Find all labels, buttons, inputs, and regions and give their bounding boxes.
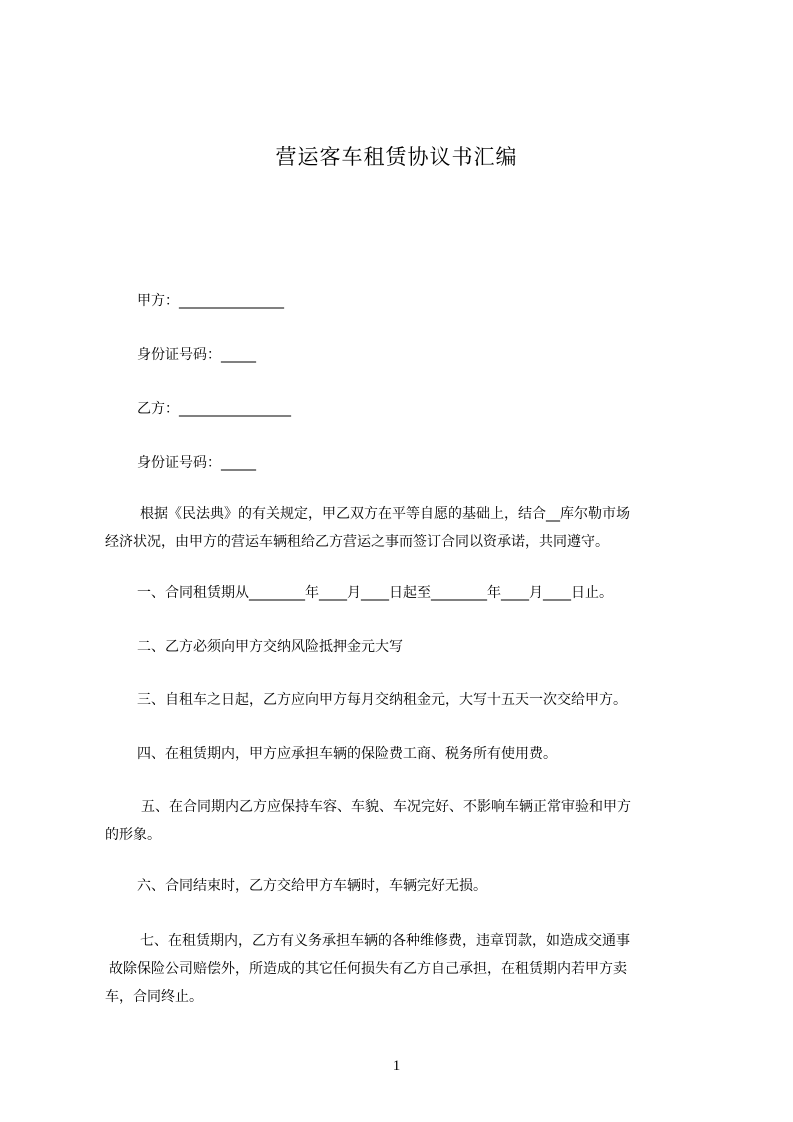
clause-7-line-2: 故除保险公司赔偿外，所造成的其它任何损失有乙方自己承担，在租赁期内若甲方卖 — [109, 961, 627, 977]
intro-line-2: 经济状况，由甲方的营运车辆租给乙方营运之事而签订合同以资承诺，共同遵守。 — [105, 534, 609, 550]
party-b-line: 乙方：________________ — [137, 401, 291, 417]
party-a-id-line: 身份证号码：_____ — [137, 347, 256, 363]
document-title: 营运客车租赁协议书汇编 — [275, 145, 518, 169]
clause-7-line-3: 车，合同终止。 — [105, 989, 203, 1005]
party-a-line: 甲方：_______________ — [137, 293, 284, 309]
page-number: 1 — [392, 1058, 401, 1074]
clause-2: 二、乙方必须向甲方交纳风险抵押金元大写 — [137, 639, 403, 655]
clause-5 — [105, 793, 700, 849]
intro-paragraph — [105, 500, 700, 556]
intro-line-1: 根据《民法典》的有关规定，甲乙双方在平等自愿的基础上，结合__库尔勒市场 — [140, 506, 630, 522]
clause-6: 六、合同结束时，乙方交给甲方车辆时，车辆完好无损。 — [137, 878, 487, 894]
clause-5-line-2: 的形象。 — [105, 827, 161, 843]
clause-7 — [105, 927, 700, 1011]
clause-4: 四、在租赁期内，甲方应承担车辆的保险费工商、税务所有使用费。 — [137, 746, 557, 762]
clause-7-line-1: 七、在租赁期内，乙方有义务承担车辆的各种维修费，违章罚款，如造成交通事 — [140, 933, 630, 949]
clause-5-line-1: 五、在合同期内乙方应保持车容、车貌、车况完好、不影响车辆正常审验和甲方 — [141, 799, 631, 815]
clause-1: 一、合同租赁期从________年____月____日起至________年____月____日止。 — [137, 585, 613, 601]
party-b-id-line: 身份证号码：_____ — [137, 455, 256, 471]
clause-3: 三、自租车之日起，乙方应向甲方每月交纳租金元，大写十五天一次交给甲方。 — [137, 692, 627, 708]
